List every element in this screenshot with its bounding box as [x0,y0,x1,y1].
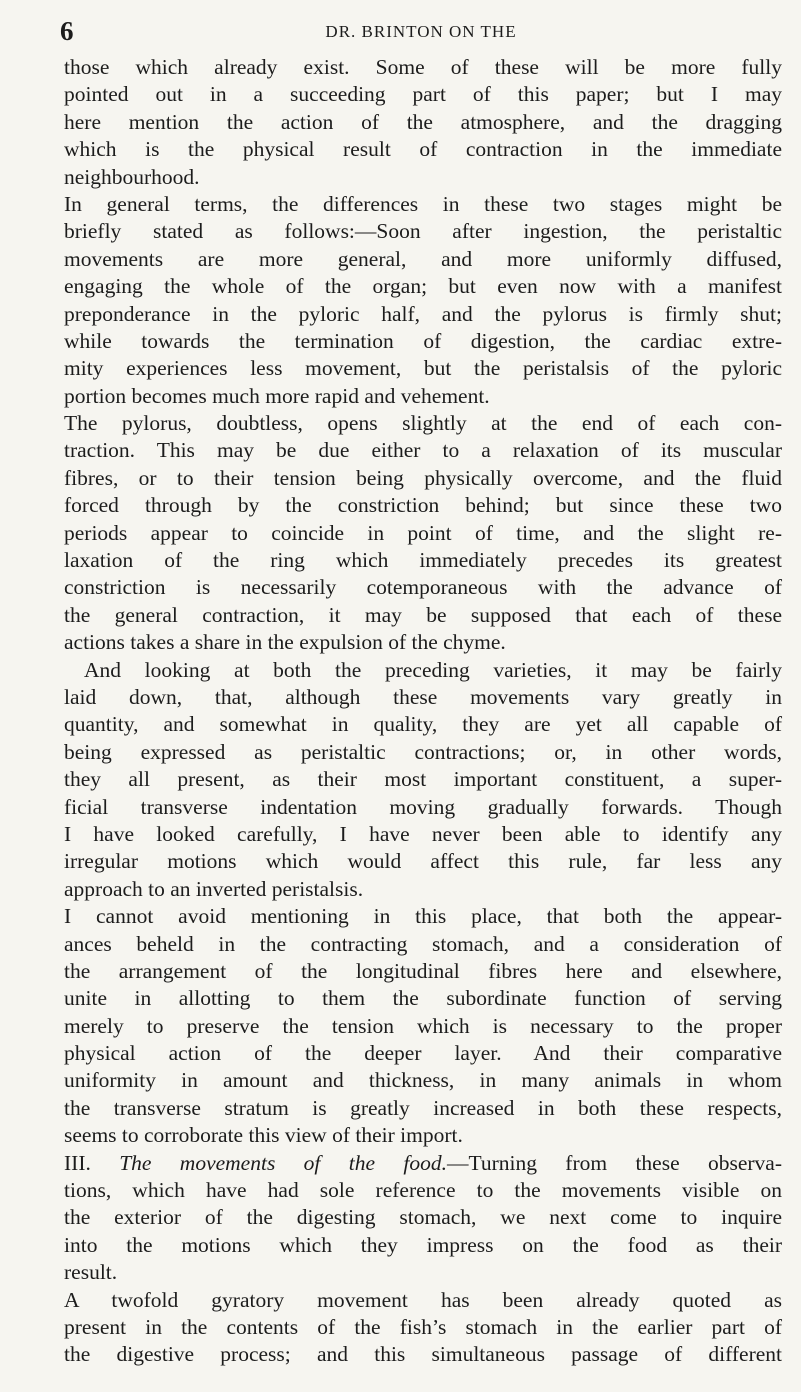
text-line: the exterior of the digesting stomach, we next come to inquire [64,1205,782,1230]
text-line: And looking at both the preceding varieties, it may be fairly [84,657,782,682]
text-line: portion becomes much more rapid and vehement. [64,383,490,408]
text-line [64,1150,782,1177]
text-line: the digestive process; and this simultaneous passage of different [64,1342,782,1367]
text-line: movements are more general, and more uniformly diffused, [64,246,782,271]
page-number: 6 [60,16,74,46]
text-line: being expressed as peristaltic contractions; or, in other words, [64,739,782,764]
text-line: here mention the action of the atmosphere, and the dragging [64,109,782,134]
text-line: while towards the termination of digestion, the cardiac extre- [64,328,782,353]
text-segment: —Turning from these observa- [446,1150,782,1175]
text-line: preponderance in the pyloric half, and the pylorus is firmly shut; [64,301,782,326]
text-line: the transverse stratum is greatly increased in both these respects, [64,1095,782,1120]
text-line: mity experiences less movement, but the peristalsis of the pyloric [64,356,782,381]
text-line: tions, which have had sole reference to the movements visible on [64,1178,782,1203]
page-header [60,16,782,44]
text-line: actions takes a share in the expulsion of the chyme. [64,630,506,655]
text-line: I have looked carefully, I have never been able to identify any [64,821,782,846]
text-line: which is the physical result of contraction in the immediate [64,137,782,162]
body-text [64,54,782,1369]
text-line: present in the contents of the fish’s stomach in the earlier part of [64,1314,782,1339]
text-line: seems to corroborate this view of their import. [64,1123,463,1148]
text-line: neighbourhood. [64,164,200,189]
text-line: engaging the whole of the organ; but even now with a manifest [64,274,782,299]
text-line: into the motions which they impress on the food as their [64,1232,782,1257]
text-line: I cannot avoid mentioning in this place, that both the appear- [64,904,782,929]
running-head: DR. BRINTON ON THE [325,22,517,41]
text-line: merely to preserve the tension which is necessary to the proper [64,1013,782,1038]
section-heading-italic: The movements of the food. [119,1150,447,1175]
text-line: they all present, as their most important constituent, a super- [64,767,782,792]
text-line: irregular motions which would affect this rule, far less any [64,849,782,874]
text-line: ances beheld in the contracting stomach, and a consideration of [64,931,782,956]
text-line: In general terms, the differences in these two stages might be [64,191,782,216]
text-line: the arrangement of the longitudinal fibres here and elsewhere, [64,958,782,983]
text-line: approach to an inverted peristalsis. [64,876,364,901]
text-line: those which already exist. Some of these will be more fully [64,55,782,79]
text-line: fibres, or to their tension being physically overcome, and the fluid [64,465,782,490]
text-line: briefly stated as follows:—Soon after ingestion, the peristaltic [64,219,782,244]
text-line: A twofold gyratory movement has been already quoted as [64,1287,782,1312]
text-line: result. [64,1260,118,1285]
text-line: laid down, that, although these movements vary greatly in [64,684,782,709]
text-line: the general contraction, it may be supposed that each of these [64,602,782,627]
text-line: ficial transverse indentation moving gradually forwards. Though [64,794,782,819]
text-segment: III. [64,1150,120,1175]
text-line: physical action of the deeper layer. And their comparative [64,1041,782,1066]
text-line: quantity, and somewhat in quality, they are yet all capable of [64,712,782,737]
text-line: The pylorus, doubtless, opens slightly at the end of each con- [64,411,782,436]
text-line: uniformity in amount and thickness, in many animals in whom [64,1068,782,1093]
text-line: forced through by the constriction behind; but since these two [64,493,782,518]
text-line: pointed out in a succeeding part of this paper; but I may [64,82,782,107]
text-line: constriction is necessarily cotemporaneous with the advance of [64,575,782,600]
text-line: traction. This may be due either to a relaxation of its muscular [64,438,782,463]
text-line: unite in allotting to them the subordinate function of serving [64,986,782,1011]
text-line: periods appear to coincide in point of time, and the slight re- [64,520,782,545]
text-line: laxation of the ring which immediately precedes its greatest [64,548,782,573]
